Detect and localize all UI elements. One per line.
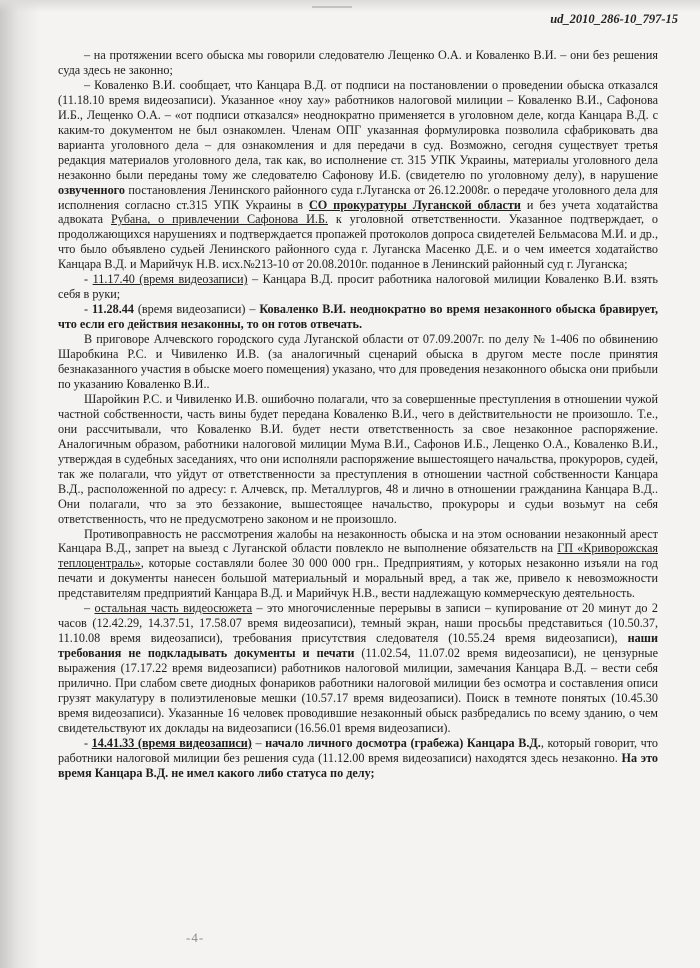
paragraph: [58, 601, 658, 736]
text-run: В приговоре Алчевского городского суда Луганской области от 07.09.2007г. по делу № 1-406 по обвинению Шаробкина Р.С. и Чивиленко И.В. (за аналогичный сценарий обыска в другом месте после принятия безнаказанного участия в обыске моего помещения) указано, что для проведения незаконного обыска они прибыли по указанию Коваленко В.И..: [58, 332, 658, 391]
text-run: остальная часть видеосюжета: [94, 601, 253, 616]
text-run: , который говорит, что работники налоговой милиции без решения суда (11.12.00 время видеозаписи) находятся здесь незаконно.: [58, 735, 658, 765]
text-run: – это многочисленные перерывы в записи – купирование от 20 минут до 2 часов (12.42.29, 14.37.51, 17.58.07 время видеозаписи), темный экран, наши просьбы представиться (10.50.37, 11.10.08 время видеозаписи), требования присутствия следователя (10.55.24 время видеозаписи),: [58, 601, 659, 646]
text-run: ГП «Криворожская теплоцентраль»: [58, 541, 658, 571]
text-run: наши требования не подкладывать документы и печати: [58, 631, 658, 661]
paragraph: [58, 332, 658, 392]
text-run: (11.02.54, 11.07.02 время видеозаписи), не цензурные выражения (17.17.22 время видеозаписи) работников налоговой милиции, замечания Канцара В.Д. – вести себя прилично. При слабом свете диодных фонариков работники налоговой милиции без осмотра и составления описи грузят макулатуру в полиэтиленовые мешки (10.57.17 время видеозаписи). Поиск в темноте понятых (10.45.30 время видеозаписи). Указанные 16 человек проводившие незаконный обыск разбредались по всему зданию, о чем свидетельствуют их доклады на видеозаписи (16.56.01 время видеозаписи).: [58, 646, 659, 735]
text-run: –: [251, 735, 266, 750]
paragraph: [58, 78, 658, 272]
paragraph: [58, 302, 658, 332]
text-run: -: [84, 302, 92, 317]
text-run: Рубана, о привлечении Сафонова И.Б.: [110, 212, 328, 227]
text-run: к уголовной ответственности. Указанное подтверждает, о продолжающихся нарушениях и подтверждается пропажей протоколов допроса свидетелей Бельмасова М.И. и др., что было объявлено судьей Ленинского районного суда г. Луганска Масенко Д.Е. и о чем имеется ходатайство Канцара В.Д. и Марийчук Н.В. исх.№213-10 от 20.08.2010г. поданное в Ленинский районный суд г. Луганска;: [58, 212, 658, 272]
text-run: -: [84, 735, 92, 750]
text-run: – Канцара В.Д. просит работника налоговой милиции Коваленко В.И. взять себя в руки;: [58, 272, 658, 302]
text-run: – Коваленко В.И. сообщает, что Канцара В.Д. от подписи на постановлении о проведении обыска отказался (11.18.10 время видеозаписи). Указанное «ноу хау» работников налоговой милиции – Коваленко В.И., Сафонова И.Б., Лещенко О.А. – «от подписи отказался» неоднократно применяется в уголовном деле, когда Канцара В.Д. с каким-то документом не был ознакомлен. Членам ОПГ указанная формулировка позволила сфабриковать два варианта уголовного дела – для ознакомления и для передачи в суд. Возможно, сегодня существует третья редакция материалов уголовного дела, так как, во исполнение ст. 315 УПК Украины, материалы уголовного дела незаконно были переданы тому же следователю Сафонову И.Б. (свидетелю по уголовному делу), в нарушение: [58, 77, 658, 182]
text-run: –: [84, 601, 95, 616]
text-run: начало личного досмотра (грабежа) Канцара В.Д.: [265, 735, 541, 750]
text-run: Шаройкин Р.С. и Чивиленко И.В. ошибочно полагали, что за совершенные преступления в отношении чужой частной собственности, часть вины будет передана Коваленко В.И., чего в действительности не произошло. Т.е., они рассчитывали, что Коваленко В.И. будет нести ответственность за свое незаконное распоряжение. Аналогичным образом, работники налоговой милиции Мума В.И., Сафонов И.Б., Лещенко О.А., Коваленко В.И., утверждая в судебных заседаниях, что они исполняли распоряжение вышестоящего начальства, прокуроров, судей, так же полагали, что уйдут от ответственности за преступления в отношении частной собственности Канцара В.Д., расположенной по адресу: г. Алчевск, пр. Металлургов, 48 и лично в отношении гражданина Канцара В.Д.. Они полагали, что за это беззаконие, вышестоящее начальство, прокуроры и судьи возьмут на себя ответственность, что не предусмотрено законом и не произошло.: [58, 391, 658, 526]
text-run: (время видеозаписи) –: [133, 302, 260, 317]
text-run: СО прокуратуры Луганской области: [308, 197, 521, 212]
document-body: [58, 48, 658, 781]
text-run: Коваленко В.И. неоднократно во время незаконного обыска бравирует, что если его действия незаконны, то он готов отвечать.: [58, 302, 658, 332]
paragraph: [58, 392, 658, 527]
paragraph: [58, 736, 658, 781]
text-run: 11.17.40 (время видеозаписи): [92, 272, 248, 287]
text-run: – на протяжении всего обыска мы говорили следователю Лещенко О.А. и Коваленко В.И. – они без решения суда здесь не законно;: [58, 48, 658, 77]
page-number: -4-: [186, 930, 205, 945]
paragraph: [58, 272, 658, 302]
text-run: 11.28.44: [91, 302, 134, 317]
text-run: Противоправность не рассмотрения жалобы на незаконность обыска и на этом основании незаконный арест Канцара В.Д., запрет на выезд с Луганской области повлекло не выполнение обязательств на: [58, 526, 658, 556]
text-run: постановления Ленинского районного суда г.Луганска от 26.12.2008г. о передаче уголовного дела для исполнения согласно ст.315 УПК Украины в: [58, 182, 658, 212]
paragraph: [58, 527, 658, 602]
paragraph: [58, 48, 658, 78]
faded-stamp-mark: [312, 6, 352, 22]
text-run: озвученного: [58, 182, 125, 197]
text-run: 14.41.33 (время видеозаписи): [91, 735, 252, 750]
text-run: , которые составляли более 30 000 000 грн.. Предприятиям, у которых незаконно изъяли на год печати и документы нанесен большой материальный и моральный вред, а так же, привело к невозможности представителям предприятий Канцара В.Д. и Марийчук Н.В., вести надлежащую коммерческую деятельность.: [58, 556, 658, 601]
text-run: На это время Канцара В.Д. не имел какого либо статуса по делу;: [58, 750, 658, 780]
document-id: ud_2010_286-10_797-15: [550, 12, 678, 26]
text-run: -: [84, 272, 93, 287]
text-run: и без учета ходатайства адвоката: [58, 197, 659, 227]
scan-edge-shadow: [0, 0, 40, 968]
